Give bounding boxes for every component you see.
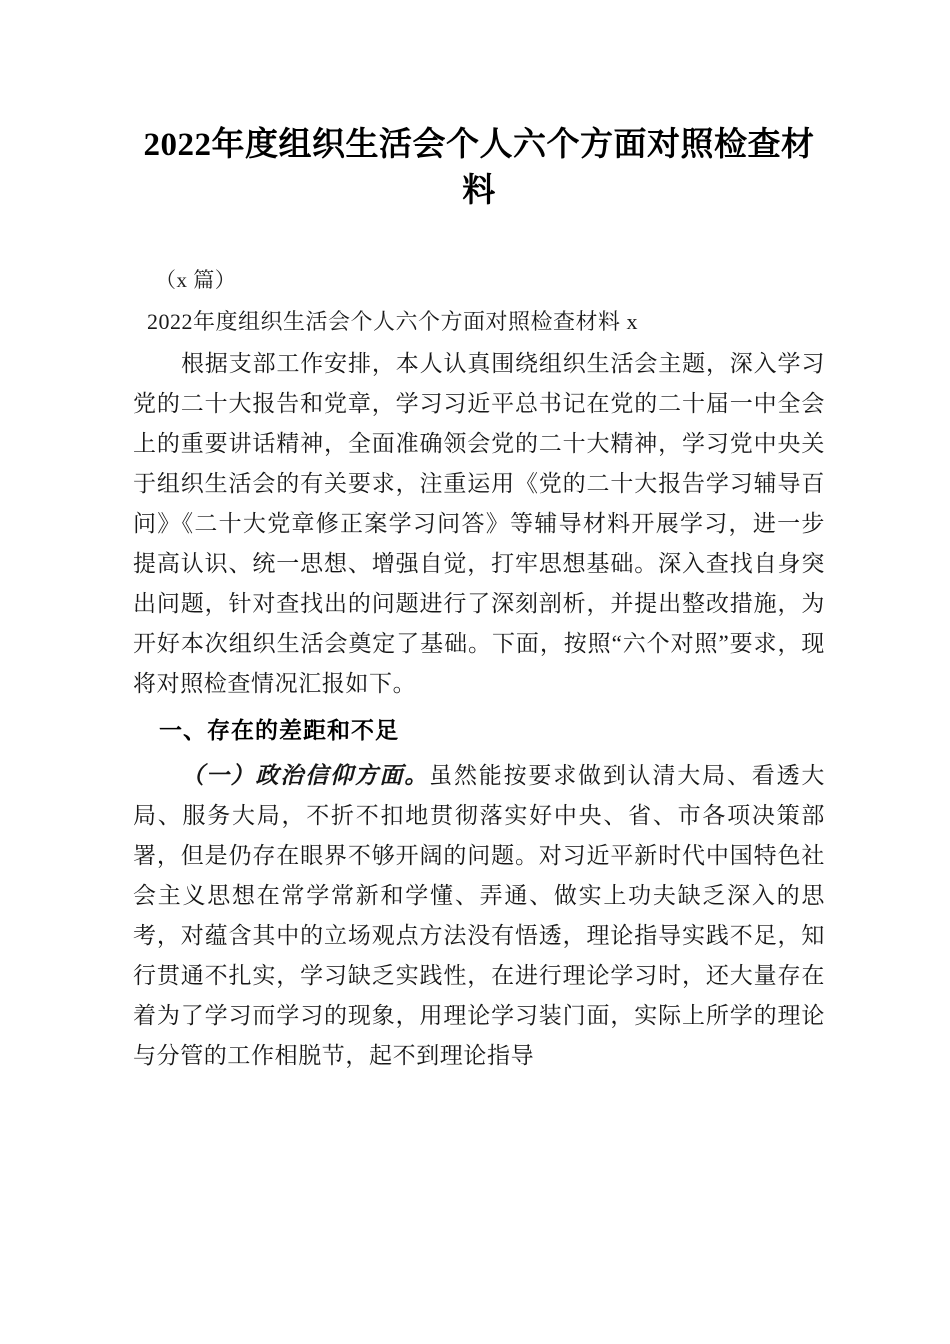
document-subtitle: 2022年度组织生活会个人六个方面对照检查材料 x <box>147 309 639 334</box>
copy-count-note: （x 篇） <box>155 268 237 292</box>
intro-paragraph: 根据支部工作安排，本人认真围绕组织生活会主题，深入学习党的二十大报告和党章，学习习近平总书记在党的二十届一中全会上的重要讲话精神，全面准确领会党的二十大精神，学习党中央关于组织生活会的有关要求，注重运用《党的二十大报告学习辅导百问》《二十大党章修正案学习问答》等辅导材料开展学习，进一步提高认识、统一思想、增强自觉，打牢思想基础。深入查找自身突出问题，针对查找出的问题进行了深刻剖析，并提出整改措施，为开好本次组织生活会奠定了基础。下面，按照“六个对照”要求，现将对照检查情况汇报如下。 <box>133 351 825 696</box>
subsection-one-lead: （一）政治信仰方面。 <box>181 763 430 788</box>
subsection-one-paragraph <box>133 750 825 1076</box>
page-title: 2022年度组织生活会个人六个方面对照检查材料 <box>143 127 815 209</box>
subsection-one-body: 虽然能按要求做到认清大局、看透大局、服务大局，不折不扣地贯彻落实好中央、省、市各项决策部署，但是仍存在眼界不够开阔的问题。对习近平新时代中国特色社会主义思想在常学常新和学懂、弄通、做实上功夫缺乏深入的思考，对蕴含其中的立场观点方法没有悟透，理论指导实践不足，知行贯通不扎实，学习缺乏实践性，在进行理论学习时，还大量存在着为了学习而学习的现象，用理论学习装门面，实际上所学的理论与分管的工作相脱节，起不到理论指导 <box>133 763 825 1068</box>
section-heading-one: 一、存在的差距和不足 <box>159 717 399 743</box>
document-content <box>133 0 825 1076</box>
